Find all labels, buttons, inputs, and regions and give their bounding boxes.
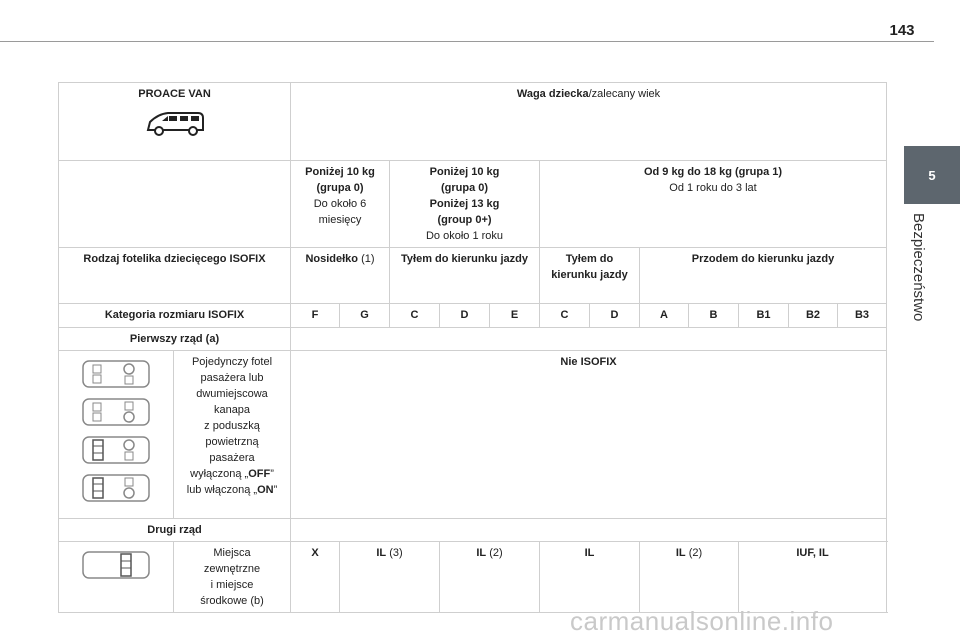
size-cell: C bbox=[540, 304, 590, 328]
value-note: (2) bbox=[685, 547, 703, 559]
desc-line: i miejsce bbox=[210, 579, 254, 591]
size-cell: A bbox=[640, 304, 689, 328]
vehicle-cell bbox=[59, 83, 291, 161]
seat-type-note: (1) bbox=[358, 253, 375, 265]
group-text: miesięcy bbox=[318, 214, 362, 226]
row2-value bbox=[291, 542, 340, 613]
size-cell: D bbox=[590, 304, 640, 328]
desc-text: lub włączoną „ bbox=[186, 484, 258, 496]
group-cell bbox=[540, 161, 887, 248]
desc-line: powietrzną bbox=[205, 436, 259, 448]
group-text: Od 9 kg do 18 kg (grupa 1) bbox=[643, 166, 783, 178]
seat-type: Tyłem do kierunku jazdy bbox=[551, 253, 628, 281]
isofix-table bbox=[58, 82, 887, 613]
row1-description bbox=[174, 351, 291, 519]
row2-value bbox=[540, 542, 640, 613]
car-seat-diagram-icon bbox=[81, 434, 151, 466]
group-cell bbox=[291, 161, 390, 248]
empty-cell bbox=[291, 519, 887, 542]
value-text: IL bbox=[476, 547, 487, 559]
vehicle-label: PROACE VAN bbox=[138, 88, 211, 100]
section-title: Bezpieczeństwo bbox=[910, 213, 927, 322]
row1-label: Pierwszy rząd (a) bbox=[59, 328, 291, 351]
row2-label: Drugi rząd bbox=[59, 519, 291, 542]
row2-value bbox=[340, 542, 440, 613]
row2-value bbox=[640, 542, 739, 613]
car-seat-diagram-icon bbox=[81, 358, 151, 390]
seat-type: Tyłem do kierunku jazdy bbox=[401, 253, 528, 265]
group-text: (grupa 0) bbox=[440, 182, 489, 194]
group-text: Poniżej 10 kg bbox=[429, 166, 500, 178]
weight-header: Waga dziecka bbox=[516, 88, 589, 100]
group-text: Poniżej 13 kg bbox=[429, 198, 500, 210]
group-text: (group 0+) bbox=[437, 214, 492, 226]
quote-mark: ” bbox=[270, 468, 274, 480]
seat-type-cell bbox=[640, 248, 887, 304]
group-cell bbox=[390, 161, 540, 248]
value-text: IL bbox=[584, 547, 595, 559]
value-text: IUF, IL bbox=[796, 547, 829, 559]
quote-mark: ” bbox=[273, 484, 278, 496]
value-text: IL bbox=[376, 547, 387, 559]
group-text: Od 1 roku do 3 lat bbox=[669, 182, 757, 194]
desc-line: środkowe (b) bbox=[200, 595, 264, 607]
weight-header-sub: /zalecany wiek bbox=[588, 88, 661, 100]
header-rule bbox=[0, 41, 934, 42]
row2-value bbox=[440, 542, 540, 613]
value-note: (2) bbox=[486, 547, 503, 559]
desc-line-on bbox=[178, 482, 286, 498]
group-text: Poniżej 10 kg bbox=[305, 166, 375, 178]
watermark: carmanualsonline.info bbox=[570, 606, 834, 636]
row1-value: Nie ISOFIX bbox=[291, 351, 887, 519]
seat-type: Nosidełko bbox=[305, 253, 359, 265]
desc-line: dwumiejscowa bbox=[196, 388, 268, 400]
size-cell: B2 bbox=[789, 304, 838, 328]
car-seat-diagram-icon bbox=[81, 396, 151, 428]
van-icon bbox=[144, 110, 206, 138]
group-text: Do około 1 roku bbox=[425, 230, 504, 242]
size-cell: G bbox=[340, 304, 390, 328]
page-number: 143 bbox=[889, 22, 915, 39]
seat-type-cell bbox=[540, 248, 640, 304]
group-text: (grupa 0) bbox=[316, 182, 364, 194]
empty-cell bbox=[291, 328, 887, 351]
value-note: (3) bbox=[386, 547, 403, 559]
row2-value bbox=[739, 542, 887, 613]
group-text: Do około 6 bbox=[313, 198, 367, 210]
desc-line: z poduszką bbox=[204, 420, 260, 432]
size-cell: B1 bbox=[739, 304, 789, 328]
section-tab[interactable]: 5 bbox=[904, 146, 960, 204]
weight-header-cell bbox=[291, 83, 887, 161]
size-cell: B bbox=[689, 304, 739, 328]
size-cell: C bbox=[390, 304, 440, 328]
value-text: X bbox=[311, 547, 319, 559]
rear-seat-diagram-icon bbox=[81, 549, 151, 581]
empty-cell bbox=[59, 161, 291, 248]
size-cell: E bbox=[490, 304, 540, 328]
seat-type-cell bbox=[291, 248, 390, 304]
size-cell: B3 bbox=[838, 304, 887, 328]
desc-line-off bbox=[178, 466, 286, 482]
desc-text: wyłączoną „ bbox=[190, 468, 249, 480]
row2-diagram bbox=[59, 542, 174, 613]
value-text: IL bbox=[675, 547, 686, 559]
desc-line: Pojedynczy fotel bbox=[191, 356, 273, 368]
seat-type-cell bbox=[390, 248, 540, 304]
desc-line: kanapa bbox=[213, 404, 251, 416]
row2-description bbox=[174, 542, 291, 613]
on-label: ON bbox=[257, 484, 274, 496]
desc-line: pasażera lub bbox=[200, 372, 264, 384]
desc-line: pasażera bbox=[209, 452, 255, 464]
car-seat-diagram-icon bbox=[81, 472, 151, 504]
seat-type: Przodem do kierunku jazdy bbox=[691, 253, 835, 265]
desc-line: zewnętrzne bbox=[203, 563, 261, 575]
size-cell: D bbox=[440, 304, 490, 328]
desc-line: Miejsca bbox=[213, 547, 251, 559]
off-label: OFF bbox=[248, 468, 271, 480]
row1-diagrams bbox=[59, 351, 174, 519]
size-label: Kategoria rozmiaru ISOFIX bbox=[59, 304, 291, 328]
seat-type-label: Rodzaj fotelika dziecięcego ISOFIX bbox=[59, 248, 291, 304]
size-cell: F bbox=[291, 304, 340, 328]
